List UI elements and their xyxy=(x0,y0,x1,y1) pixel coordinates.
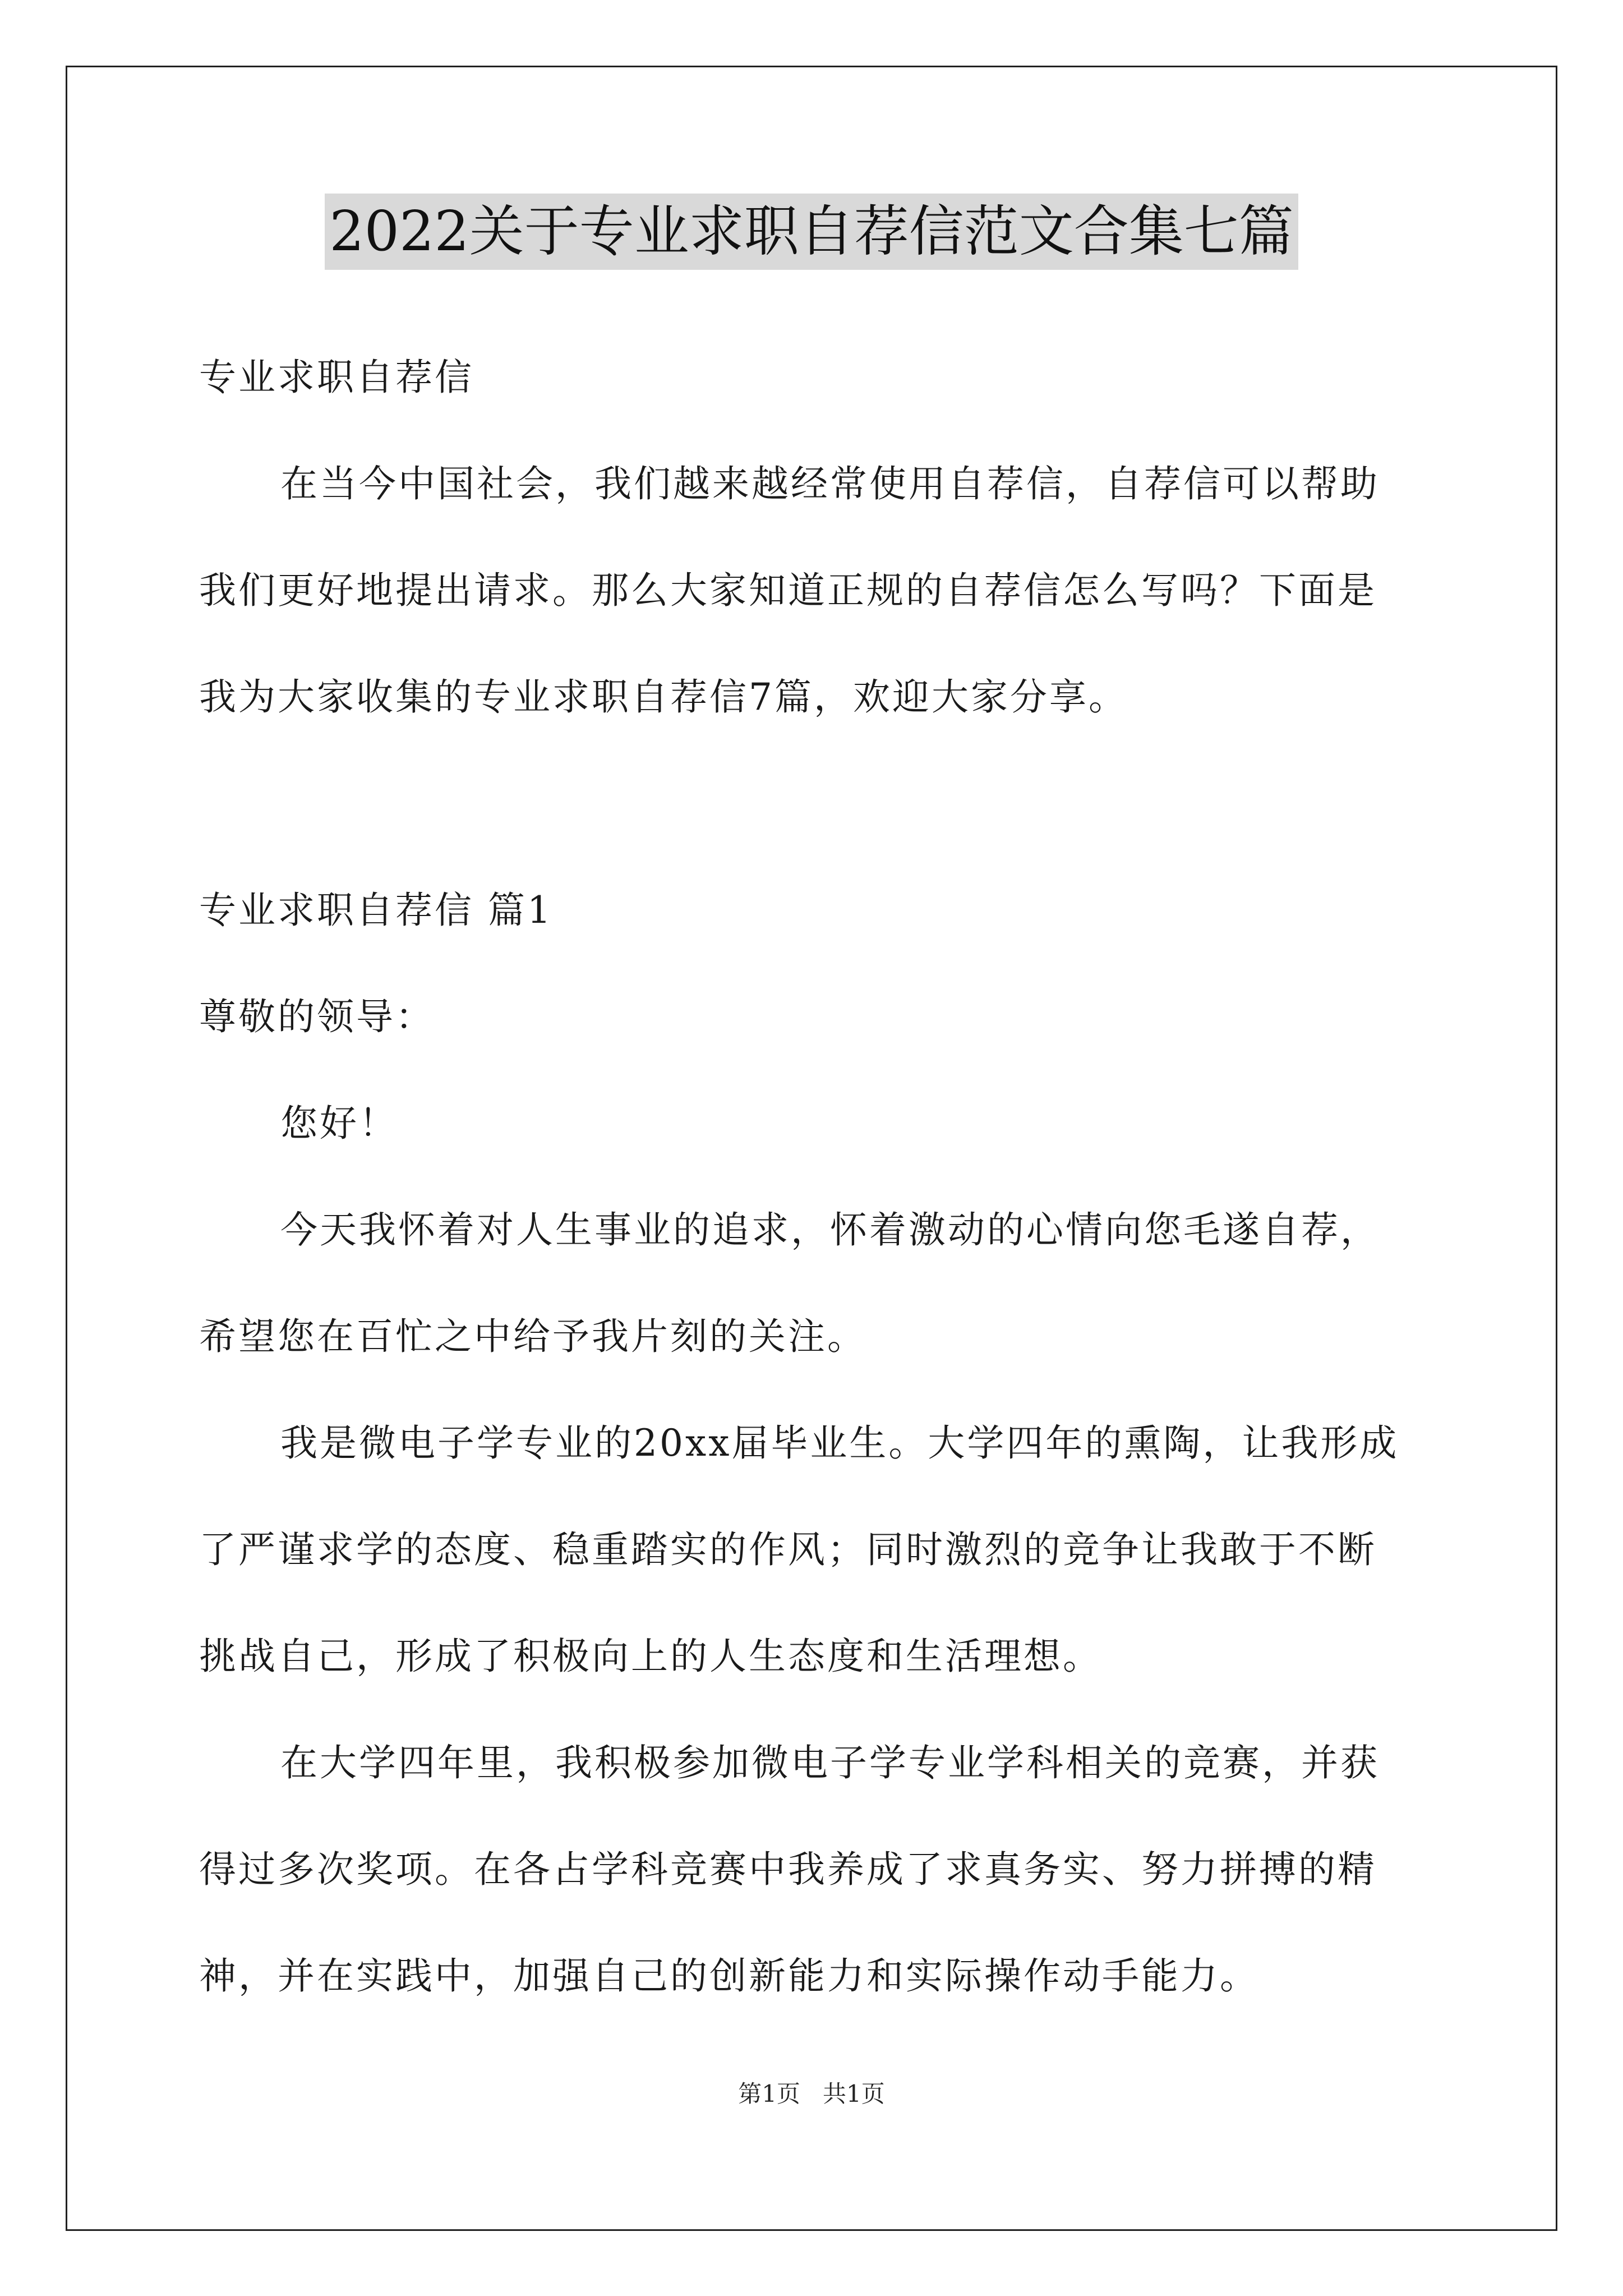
title-container xyxy=(0,194,1623,270)
paragraph-line: 得过多次奖项。在各占学科竞赛中我养成了求真务实、努力拼搏的精 xyxy=(199,1848,1377,1891)
paragraph-line: 了严谨求学的态度、稳重踏实的作风；同时激烈的竞争让我敢于不断 xyxy=(199,1528,1377,1571)
paragraph-line: 在大学四年里，我积极参加微电子学专业学科相关的竞赛，并获 xyxy=(280,1741,1380,1784)
page-footer: 第1页 共1页 xyxy=(738,2080,885,2108)
paragraph-line: 挑战自己，形成了积极向上的人生态度和生活理想。 xyxy=(199,1635,1102,1678)
chapter-heading: 专业求职自荐信 篇1 xyxy=(199,889,553,932)
intro-line: 我们更好地提出请求。那么大家知道正规的自荐信怎么写吗？下面是 xyxy=(199,569,1377,612)
paragraph-line: 希望您在百忙之中给予我片刻的关注。 xyxy=(199,1315,866,1358)
intro-line: 在当今中国社会，我们越来越经常使用自荐信，自荐信可以帮助 xyxy=(280,462,1380,505)
intro-line: 我为大家收集的专业求职自荐信7篇，欢迎大家分享。 xyxy=(199,675,1128,719)
paragraph-line: 神，并在实践中，加强自己的创新能力和实际操作动手能力。 xyxy=(199,1954,1259,1998)
greeting: 您好！ xyxy=(280,1102,398,1145)
section-heading: 专业求职自荐信 xyxy=(199,356,474,399)
salutation: 尊敬的领导： xyxy=(199,995,435,1038)
document-title: 2022关于专业求职自荐信范文合集七篇 xyxy=(325,194,1298,270)
paragraph-line: 今天我怀着对人生事业的追求，怀着激动的心情向您毛遂自荐， xyxy=(280,1208,1380,1251)
paragraph-line: 我是微电子学专业的20xx届毕业生。大学四年的熏陶，让我形成 xyxy=(280,1421,1399,1465)
